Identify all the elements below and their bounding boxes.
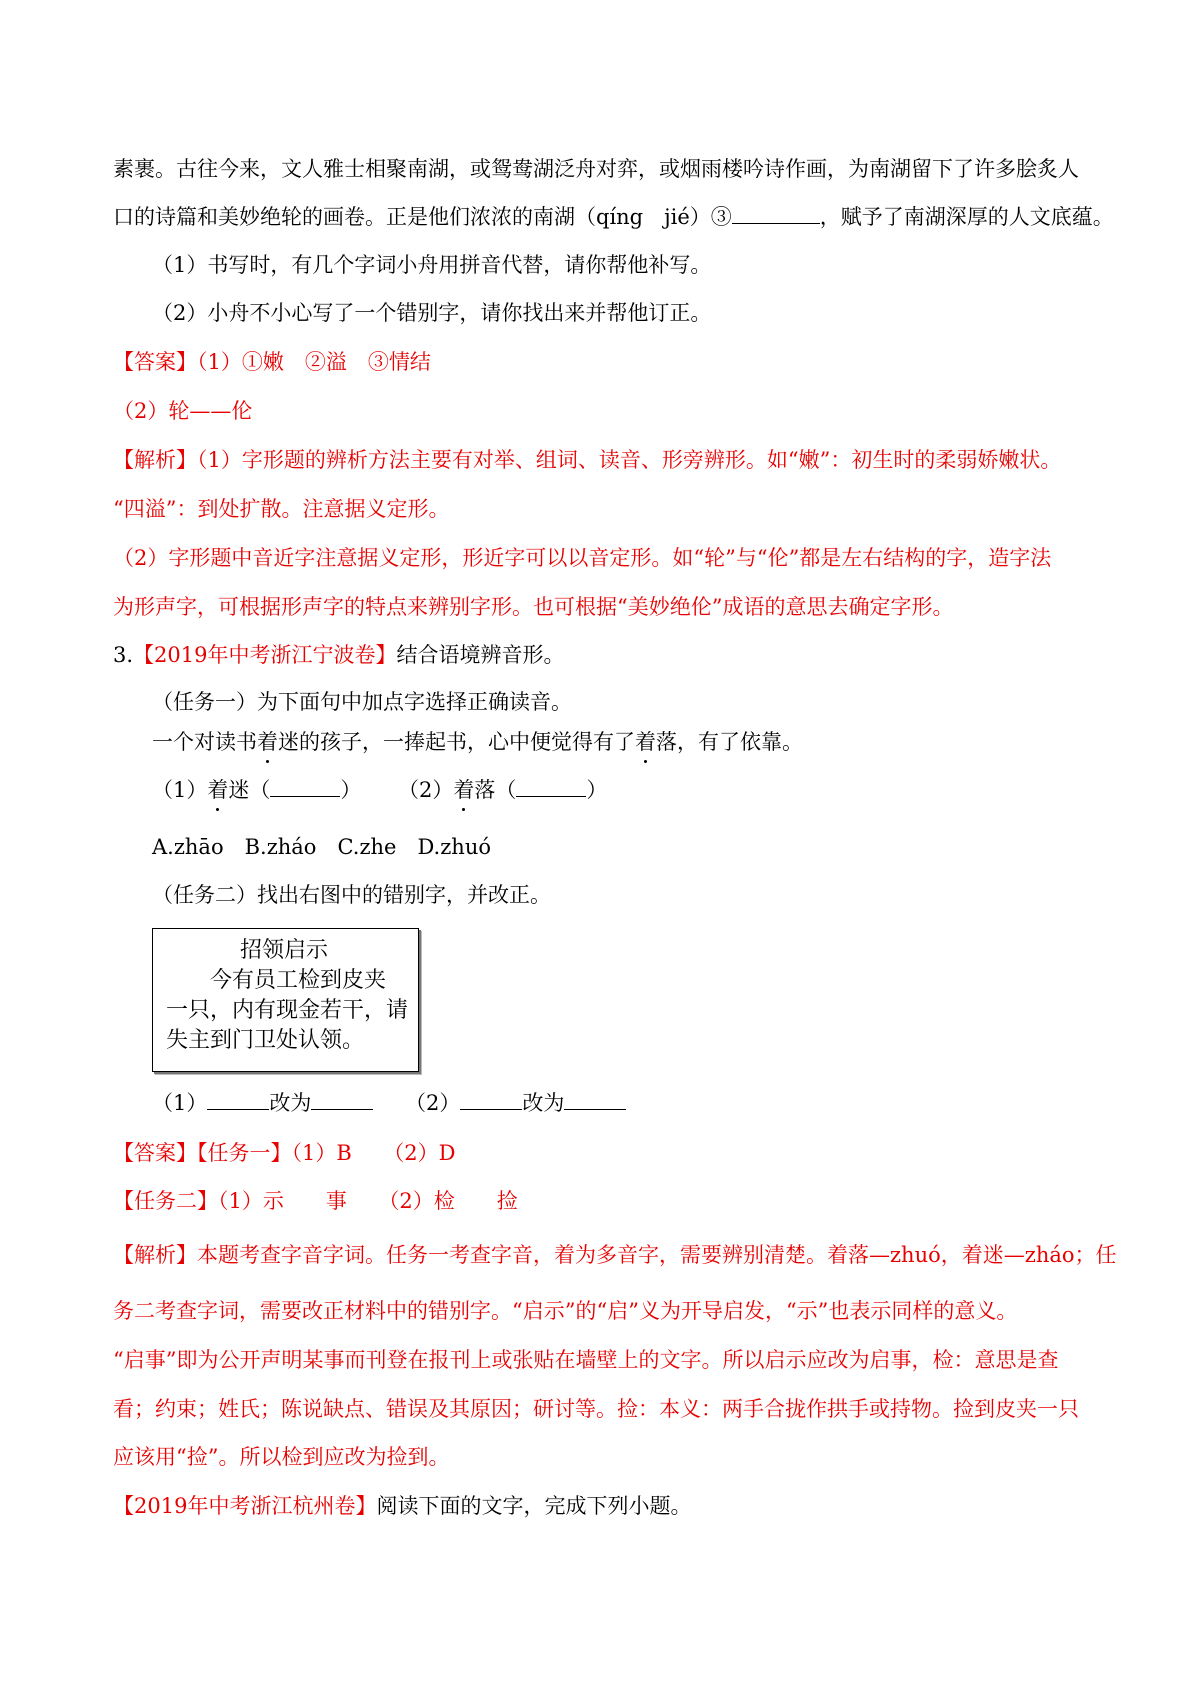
blank-3-label: ③ [710,205,732,229]
dotted-char: 着 [207,775,228,805]
passage-question-2: （2）小舟不小心写了一个错别字，请你找出来并帮他订正。 [152,301,712,325]
task-2-title: （任务二）找出右图中的错别字，并改正。 [152,883,551,907]
analysis-3-line-4: 看；约束；姓氏；陈说缺点、错误及其原因；研讨等。捡：本义：两手合拢作拱手或持物。捡到皮夹一只 [113,1397,1079,1421]
task-2-fill-1: （1） 改为 [152,1088,373,1118]
analysis-3-line-5: 应该用“捡”。所以检到应改为捡到。 [113,1445,450,1469]
task-1-item-2: （2）着落（ ） [398,775,607,805]
next-section-heading: 【2019年中考浙江杭州卷】阅读下面的文字，完成下列小题。 [113,1494,692,1518]
analysis-3-line-2: 务二考查字词，需要改正材料中的错别字。“启示”的“启”义为开导启发，“示”也表示同样的意义。 [113,1299,1018,1323]
answer-1-line-1: 【答案】（1）①嫩 ②溢 ③情结 [113,350,431,374]
answer-blank [564,1091,626,1110]
task-1-sentence: 一个对读书着迷的孩子，一捧起书，心中便觉得有了着落，有了依靠。 [152,727,803,757]
blank-3 [732,205,820,224]
answer-3-line-1: 【答案】【任务一】（1）B （2）D [113,1141,456,1165]
analysis-tag: 【解析】 [113,448,197,472]
answer-blank [311,1091,373,1110]
answer-blank [207,1091,269,1110]
answer-blank [270,778,340,797]
dotted-char: 着 [453,775,474,805]
analysis-1-line-1: 【解析】（1）字形题的辨析方法主要有对举、组词、读音、形旁辨形。如“嫩”：初生时的柔弱娇嫩状。 [113,448,1062,472]
next-section-source: 【2019年中考浙江杭州卷】 [113,1494,377,1518]
notice-line-1: 今有员工检到皮夹 [210,968,387,993]
question-3-heading: 3.【2019年中考浙江宁波卷】结合语境辨音形。 [113,643,565,667]
answer-tag: 【答案】 [113,1141,197,1165]
analysis-1-line-4: 为形声字，可根据形声字的特点来辨别字形。也可根据“美妙绝伦”成语的意思去确定字形。 [113,595,954,619]
dotted-char: 着 [635,727,656,757]
passage-line-1: 素裹。古往今来，文人雅士相聚南湖，或鸳鸯湖泛舟对弈，或烟雨楼吟诗作画，为南湖留下了许多脍炙人 [113,157,1079,181]
analysis-1-line-2: “四溢”：到处扩散。注意据义定形。 [113,497,450,521]
notice-line-3: 失主到门卫处认领。 [166,1028,365,1053]
analysis-tag: 【解析】 [113,1243,197,1267]
task-1-options: A.zhāo B.zháo C.zhe D.zhuó [152,835,491,859]
answer-blank [516,778,586,797]
answer-tag: 【答案】 [113,350,197,374]
question-source: 【2019年中考浙江宁波卷】 [133,643,397,667]
analysis-1-line-3: （2）字形题中音近字注意据义定形，形近字可以以音定形。如“轮”与“伦”都是左右结构的字，造字法 [113,546,1052,570]
passage-question-1: （1）书写时，有几个字词小舟用拼音代替，请你帮他补写。 [152,253,712,277]
notice-title: 招领启示 [240,938,329,963]
analysis-3-line-1: 【解析】本题考查字音字词。任务一考查字音，着为多音字，需要辨别清楚。着落—zhuó，着迷—zháo；任 [113,1243,1117,1267]
answer-1-line-2: （2）轮——伦 [113,399,253,423]
dotted-char: 着 [257,727,278,757]
passage-line-2: 口的诗篇和美妙绝轮的画卷。正是他们浓浓的南湖（qíng jié）③ ，赋予了南湖深厚的人文底蕴。 [113,205,1114,229]
answer-3-line-2: 【任务二】（1）示 事 （2）检 捡 [113,1189,518,1213]
notice-line-2: 一只，内有现金若干，请 [166,998,409,1023]
answer-blank [460,1091,522,1110]
task-1-title: （任务一）为下面句中加点字选择正确读音。 [152,690,572,714]
notice-image [152,928,419,1072]
analysis-3-line-3: “启事”即为公开声明某事而刊登在报刊上或张贴在墙壁上的文字。所以启示应改为启事，检：意思是查 [113,1348,1059,1372]
task-1-item-1: （1）着迷（ ） [152,775,361,805]
question-number: 3. [113,643,134,667]
task-2-fill-2: （2） 改为 [405,1088,626,1118]
